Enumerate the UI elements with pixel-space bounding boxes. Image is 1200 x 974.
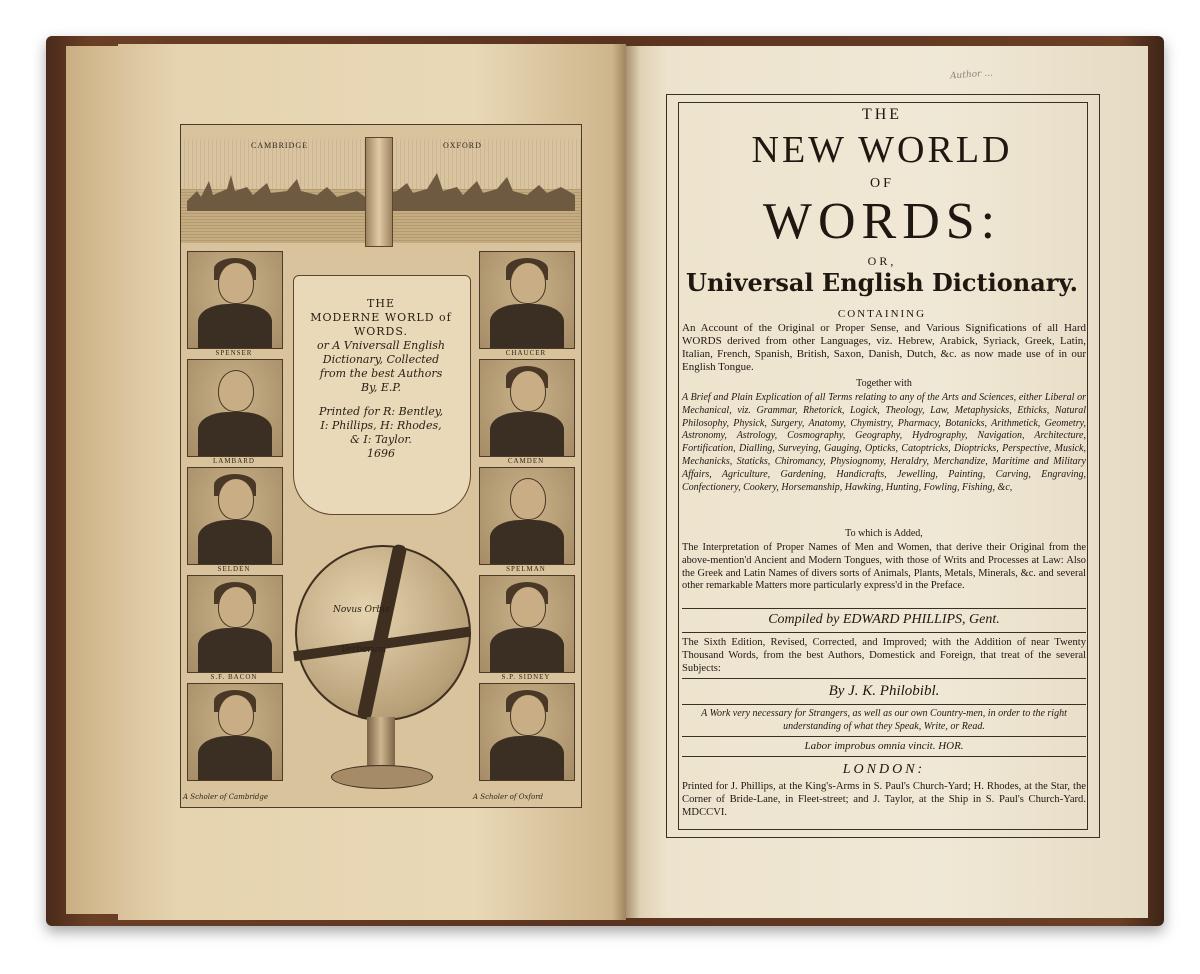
banner-line: from the best Authors bbox=[319, 367, 443, 380]
london-label: LONDON: bbox=[842, 762, 926, 777]
globe-illustration bbox=[295, 545, 471, 721]
portrait-label: S.P. SIDNEY bbox=[501, 673, 551, 681]
banner-line: Printed for R: Bentley, bbox=[318, 405, 444, 418]
cambridge-label: CAMBRIDGE bbox=[251, 141, 309, 150]
banner-line: I: Phillips, H: Rhodes, bbox=[320, 419, 442, 432]
banner-line: 1696 bbox=[367, 447, 395, 460]
oxford-label: OXFORD bbox=[443, 141, 482, 150]
portrait-bacon bbox=[187, 575, 283, 673]
banner-line: By, E.P. bbox=[360, 381, 402, 394]
work-statement: A Work very necessary for Strangers, as well as our own Country-men, in order to the right understanding of what they Speak, Write, or Read. bbox=[701, 708, 1067, 732]
banner-line: MODERNE WORLD of bbox=[310, 311, 452, 324]
portrait-label: S.F. BACON bbox=[210, 673, 258, 681]
compiled-by: Compiled by EDWARD PHILLIPS, Gent. bbox=[768, 612, 1000, 627]
banner-line: THE bbox=[367, 297, 395, 310]
paragraph-interpretation: The Interpretation of Proper Names of Men and Women, that derive their Original from the above-mention'd Ancient and Modern Tongues, with those of Writs and Processes at Law: Also the Greek and Latin Names of divers sorts of Animals, Plants, Metals, Minerals, &c. and several other remarkable Matters more particularly express'd in the Preface. bbox=[682, 542, 1086, 592]
banner-line: & I: Taylor. bbox=[350, 433, 412, 446]
portrait-oxford-scholar bbox=[479, 683, 575, 781]
divider bbox=[682, 756, 1086, 757]
portrait-cambridge-scholar bbox=[187, 683, 283, 781]
divider bbox=[682, 632, 1086, 633]
portrait-sidney bbox=[479, 575, 575, 673]
title-of: OF bbox=[870, 176, 894, 191]
globe-stand bbox=[367, 717, 395, 769]
portrait-label: LAMBARD bbox=[212, 457, 255, 465]
portrait-label: SELDEN bbox=[217, 565, 251, 573]
divider bbox=[682, 736, 1086, 737]
frontispiece-engraving bbox=[180, 124, 582, 808]
portrait-label: SPENSER bbox=[215, 349, 253, 357]
globe-label: Novus Orbis bbox=[333, 605, 390, 615]
motto: Labor improbus omnia vincit. HOR. bbox=[804, 740, 964, 752]
globe-label: Verborum bbox=[341, 645, 387, 655]
title-or: OR, bbox=[867, 254, 897, 268]
portrait-label: CAMDEN bbox=[507, 457, 545, 465]
banner-line: or A Vniversall English bbox=[316, 339, 445, 352]
to-which-label: To which is Added, bbox=[845, 528, 923, 539]
portrait-spelman bbox=[479, 467, 575, 565]
portrait-chaucer bbox=[479, 251, 575, 349]
portrait-camden bbox=[479, 359, 575, 457]
by-author: By J. K. Philobibl. bbox=[828, 683, 940, 699]
together-with-label: Together with bbox=[856, 378, 912, 389]
portrait-lambard bbox=[187, 359, 283, 457]
paragraph-account: An Account of the Original or Proper Sense, and Various Significations of all Hard WORDS derived from other Languages, viz. Hebrew, Arabick, Syriack, Greek, Latin, Italian, French, Spanish, British, Saxon, Danish, Dutch, &c. as now made use of in our English Tongue. bbox=[682, 322, 1086, 373]
portrait-spenser bbox=[187, 251, 283, 349]
containing-label: CONTAINING bbox=[837, 308, 927, 320]
banner-line: Dictionary, Collected bbox=[322, 353, 440, 366]
title-words: WORDS: bbox=[762, 193, 1002, 250]
handwritten-note: Author ... bbox=[949, 68, 994, 82]
edition-statement: The Sixth Edition, Revised, Corrected, and Improved; with the Addition of near Twenty Thousand Words, from the best Authors, Domestick and Foreign, that treat of the several Subjects: bbox=[682, 637, 1086, 674]
flyleaf bbox=[66, 46, 124, 914]
globe-stand-base bbox=[331, 765, 433, 789]
center-pillar bbox=[365, 137, 393, 247]
paragraph-explication: A Brief and Plain Explication of all Terms relating to any of the Arts and Sciences, either Liberal or Mechanical, viz. Grammar, Rhetorick, Logick, Theology, Law, Metaphysicks, Ethicks, Natural Philosophy, Physick, Surgery, Anatomy, Chymistry, Pharmacy, Botanicks, Arithmetick, Geometry, Astronomy, Astrology, Cosmography, Geography, Hydrography, Navigation, Architecture, Fortification, Dialling, Surveying, Gauging, Opticks, Catoptricks, Dioptricks, Perspective, Musick, Mechanicks, Staticks, Chiromancy, Physiognomy, Heraldry, Merchandize, Maritime and Military Affairs, Agriculture, Gardening, Handicrafts, Jewelling, Painting, Carving, Engraving, Confectionery, Cookery, Horsemanship, Hawking, Hunting, Fowling, Fishing, &c, bbox=[682, 392, 1086, 493]
divider bbox=[682, 704, 1086, 705]
banner-line: WORDS. bbox=[353, 325, 409, 338]
imprint: Printed for J. Phillips, at the King's-Arms in S. Paul's Church-Yard; H. Rhodes, at the Star, the Corner of Bride-Lane, in Fleet-street; and J. Taylor, at the Ship in S. Paul's Church-Yard. MDCCVI. bbox=[682, 781, 1086, 818]
divider bbox=[682, 608, 1086, 609]
banner-text bbox=[299, 297, 463, 461]
title-universal-dictionary: Universal English Dictionary. bbox=[686, 268, 1078, 297]
oxford-scholar-caption: A Scholer of Oxford bbox=[473, 793, 544, 801]
portrait-selden bbox=[187, 467, 283, 565]
portrait-label: SPELMAN bbox=[506, 565, 546, 573]
title-new-world: NEW WORLD bbox=[751, 129, 1013, 171]
portrait-label: CHAUCER bbox=[505, 349, 547, 357]
divider bbox=[682, 678, 1086, 679]
book-gutter bbox=[612, 44, 640, 920]
title-the: THE bbox=[861, 106, 903, 123]
cambridge-scholar-caption: A Scholer of Cambridge bbox=[183, 793, 269, 801]
